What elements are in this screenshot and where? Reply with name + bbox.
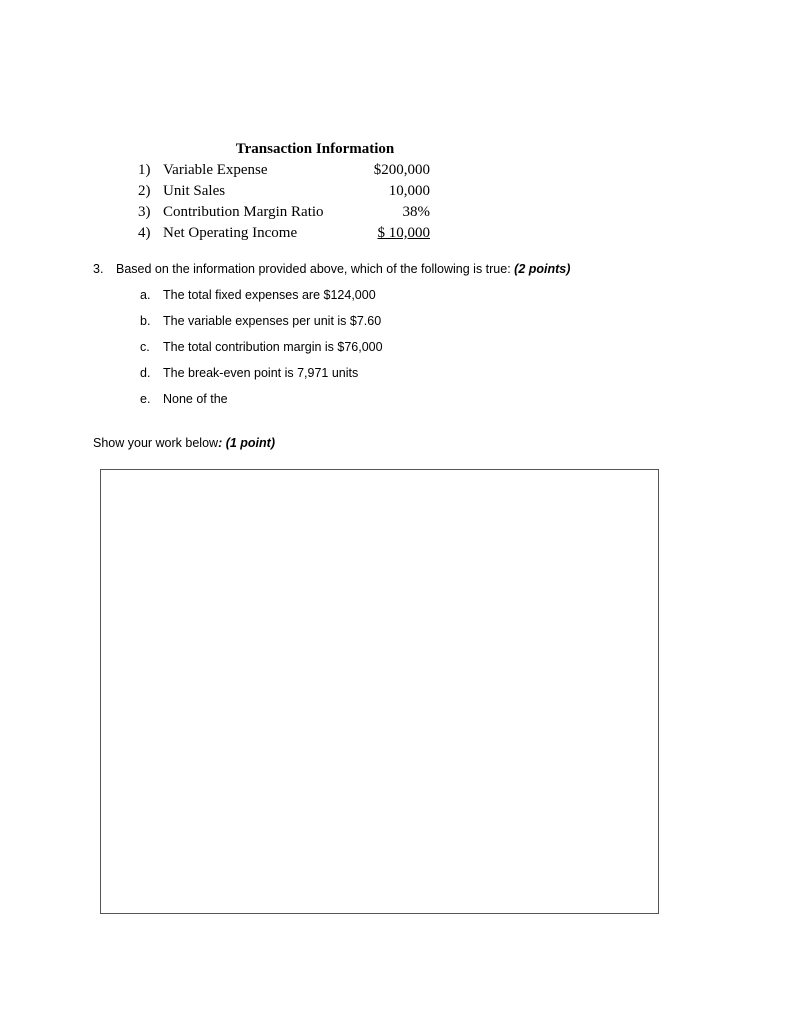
transaction-item-number: 1) xyxy=(138,162,151,178)
work-answer-box[interactable] xyxy=(100,469,659,914)
transaction-item-number: 3) xyxy=(138,204,151,220)
work-prompt xyxy=(93,435,275,451)
transaction-item-label: Net Operating Income xyxy=(163,225,298,241)
transaction-item-label: Variable Expense xyxy=(163,162,268,178)
option-text: None of the xyxy=(163,392,228,406)
option-letter: d. xyxy=(140,366,151,380)
transaction-item-value: 10,000 xyxy=(388,183,430,199)
option-text: The total fixed expenses are $124,000 xyxy=(163,288,376,302)
transaction-item-unit-sales xyxy=(138,182,432,203)
transaction-item-contribution-margin-ratio xyxy=(138,203,432,224)
transaction-item-net-operating-income xyxy=(138,224,432,245)
transaction-item-value: 38% xyxy=(402,204,430,220)
transaction-item-value: $200,000 xyxy=(373,162,430,178)
option-letter: b. xyxy=(140,314,151,328)
option-letter: e. xyxy=(140,392,151,406)
question-text xyxy=(116,261,570,277)
question-number: 3. xyxy=(93,262,104,276)
option-letter: a. xyxy=(140,288,151,302)
option-text: The total contribution margin is $76,000 xyxy=(163,340,383,354)
question-points: (2 points) xyxy=(514,262,571,276)
transaction-item-number: 4) xyxy=(138,225,151,241)
option-text: The variable expenses per unit is $7.60 xyxy=(163,314,382,328)
transaction-item-label: Contribution Margin Ratio xyxy=(163,204,324,220)
transaction-item-variable-expense xyxy=(138,161,432,182)
work-prompt-text: Show your work below xyxy=(93,436,219,450)
transaction-item-label: Unit Sales xyxy=(163,183,226,199)
transaction-title: Transaction Information xyxy=(235,141,395,157)
option-letter: c. xyxy=(140,340,150,354)
transaction-item-number: 2) xyxy=(138,183,151,199)
question-prompt: Based on the information provided above, which of the following is true: xyxy=(116,262,515,276)
work-prompt-points: : (1 point) xyxy=(218,436,275,450)
transaction-item-value: $ 10,000 xyxy=(377,225,430,241)
option-text: The break-even point is 7,971 units xyxy=(163,366,359,380)
